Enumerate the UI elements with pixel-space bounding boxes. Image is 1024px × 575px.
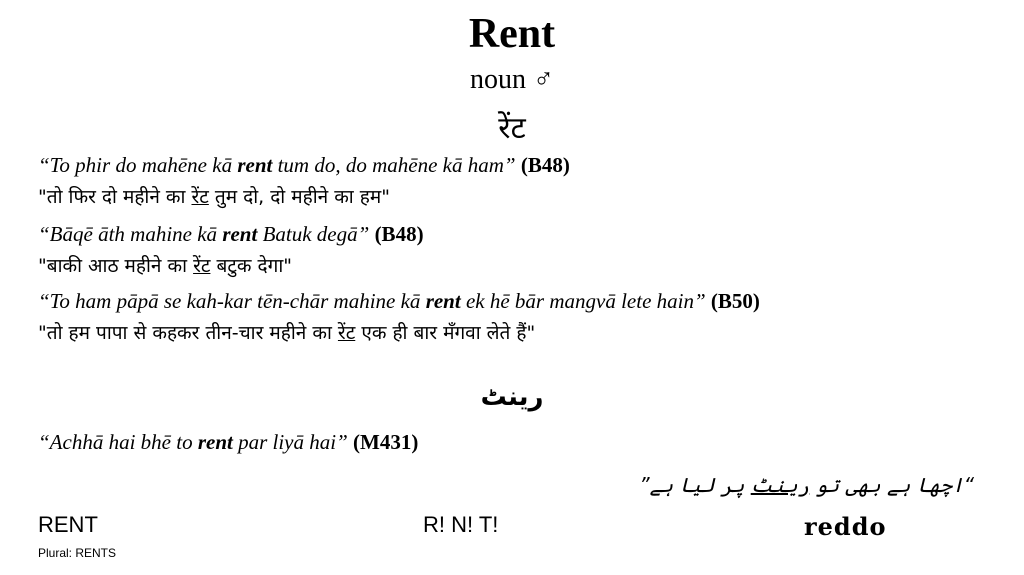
example-text: “Achhā hai bhē to <box>38 430 198 454</box>
example-term: rent <box>237 153 273 177</box>
example-2-hindi <box>38 252 292 278</box>
hindi-text: "बाकी आठ महीने का <box>38 255 194 277</box>
example-text: par liyā hai” <box>232 430 348 454</box>
example-text: ek hē bār mangvā lete hain” <box>460 289 706 313</box>
hindi-term: रेंट <box>193 255 211 277</box>
pos-label: noun <box>470 64 526 95</box>
gothic-word: reddo <box>804 512 887 541</box>
phonetic-spelling: R! N! T! <box>423 512 499 537</box>
part-of-speech <box>0 64 1024 96</box>
example-term: rent <box>222 222 258 246</box>
example-term: rent <box>425 289 461 313</box>
urdu-text: “اچھا ہے بھی تو <box>809 473 974 497</box>
example-text: “Bāqē āth mahine kā <box>38 222 223 246</box>
example-1-transliteration <box>38 153 570 178</box>
example-text: “To ham pāpā se kah-kar tēn-chār mahine kā <box>38 289 426 313</box>
headword: Rent <box>468 11 556 57</box>
hindi-text: बटुक देगा" <box>210 255 292 277</box>
example-3-transliteration <box>38 289 760 314</box>
hindi-text: "तो फिर दो महीने का <box>38 186 192 208</box>
hindi-term: रेंट <box>337 322 356 344</box>
example-text: “To phir do mahēne kā <box>38 153 238 177</box>
example-source: (M431) <box>353 430 419 454</box>
urdu-headword: رینٹ <box>480 382 544 412</box>
hindi-text: एक ही बार मँगवा लेते हैं" <box>355 322 536 344</box>
urdu-example <box>639 473 974 497</box>
urdu-term: رینٹ <box>750 473 810 497</box>
example-1-hindi <box>38 183 390 209</box>
example-source: (B48) <box>520 153 570 177</box>
devanagari-headword: रेंट <box>498 111 526 146</box>
hindi-text: तुम दो, दो महीने का हम" <box>208 186 390 208</box>
example-text: tum do, do mahēne kā ham” <box>272 153 516 177</box>
example-text: Batuk degā” <box>257 222 370 246</box>
example-2-transliteration <box>38 222 424 247</box>
hindi-term: रेंट <box>191 186 209 208</box>
hindi-text: "तो हम पापा से कहकर तीन-चार महीने का <box>38 322 338 344</box>
example-source: (B48) <box>374 222 424 246</box>
braille-word: RENT <box>38 512 98 537</box>
urdu-example-transliteration <box>38 430 418 455</box>
example-source: (B50) <box>710 289 760 313</box>
example-term: rent <box>197 430 233 454</box>
male-gender-icon: ♂ <box>533 64 554 95</box>
urdu-text: پر لیا ہے” <box>639 473 751 497</box>
plural-label: Plural: RENTS <box>38 546 117 560</box>
example-3-hindi <box>38 319 535 345</box>
